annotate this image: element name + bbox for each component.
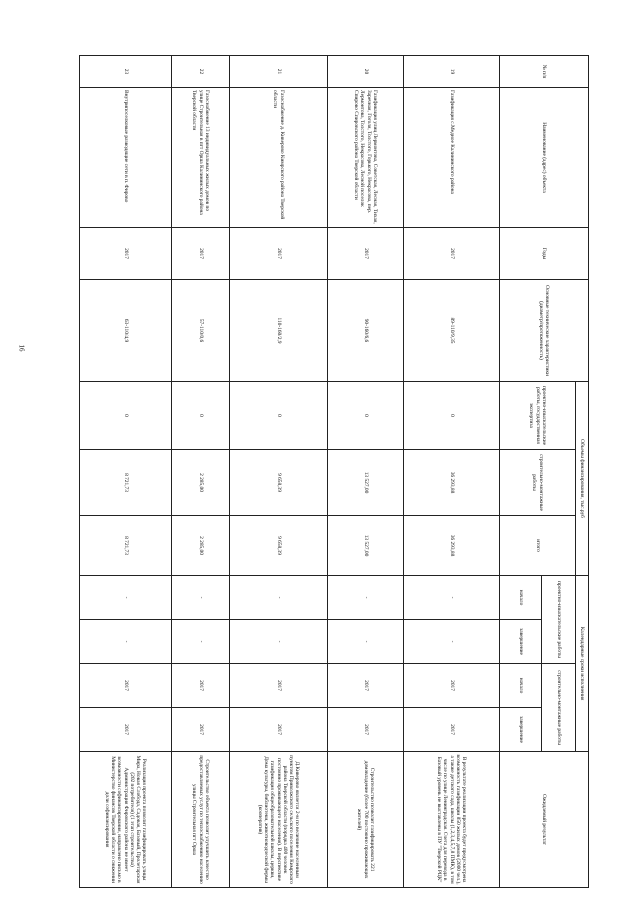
row-design: 0	[172, 382, 230, 450]
row-num: 23	[80, 56, 172, 88]
row-design-start: -	[80, 576, 172, 620]
row-design-end: -	[328, 620, 404, 664]
page-number: 16	[17, 344, 26, 352]
row-total: 2 285,00	[172, 516, 230, 576]
row-construction: 9 658,39	[230, 450, 328, 516]
header-name: Наименование (адрес) объекта	[500, 88, 589, 228]
table-row	[404, 56, 500, 888]
row-constr-start: 2017	[172, 664, 230, 708]
row-design: 0	[80, 382, 172, 450]
row-year: 2017	[172, 228, 230, 280]
row-design-end: -	[404, 620, 500, 664]
header-finance: Объемы финансирования, тыс.руб	[576, 382, 589, 576]
row-total: 36 293,88	[404, 516, 500, 576]
row-constr-start: 2017	[80, 664, 172, 708]
row-design-end: -	[172, 620, 230, 664]
header-design-start: начало	[500, 576, 542, 620]
row-constr-start: 2017	[404, 664, 500, 708]
row-constr-end: 2017	[328, 708, 404, 752]
row-name: Внутрипоселковые разводящие сети в п. Фирово	[80, 88, 172, 228]
row-name: Газификация с.Медное Калининского района	[404, 88, 500, 228]
rotated-table-wrapper	[104, 55, 589, 887]
row-construction: 8 721,73	[80, 450, 172, 516]
header-num: № п/п	[500, 56, 589, 88]
row-constr-end: 2017	[404, 708, 500, 752]
row-result: Строительство объекта позволит улучшить качество предоставляемых услуг по теплоснабжению населению улицы Строительная пгт Орша	[172, 752, 230, 888]
row-year: 2017	[404, 228, 500, 280]
row-design: 0	[328, 382, 404, 450]
row-num: 22	[172, 56, 230, 88]
row-construction: 2 285,00	[172, 450, 230, 516]
table-row	[230, 56, 328, 888]
header-design-group: проектно-изыскательские работы	[542, 576, 576, 664]
header-constr-start: начало	[500, 664, 542, 708]
row-design-start: -	[230, 576, 328, 620]
header-constr-end: завершение	[500, 708, 542, 752]
table-row	[172, 56, 230, 888]
row-name: Газоснабжение 13 индивидуальных жилых домов по улице Строительная в пгт Орша Калининского района Тверской области	[172, 88, 230, 228]
header-tech: Основные технические характеристики (диаметр/протяженность)	[500, 280, 589, 382]
row-constr-end: 2017	[80, 708, 172, 752]
row-tech: 110-160/2,9	[230, 280, 328, 382]
row-tech: 89-110/9,35	[404, 280, 500, 382]
row-constr-start: 2017	[230, 664, 328, 708]
header-terms: Календарные сроки исполнения	[576, 576, 589, 752]
row-total: 13 527,00	[328, 516, 404, 576]
header-constr-group: строительно-монтажные работы	[542, 664, 576, 752]
header-design-end: завершение	[500, 620, 542, 664]
header-total: итого	[500, 516, 576, 576]
header-design-survey: проектно-изыскательские работы, государственная экспертиза	[500, 382, 576, 450]
row-design-end: -	[230, 620, 328, 664]
row-name: Газоснабжение д. Киверово Кимрского района Тверской области	[230, 88, 328, 228]
row-num: 20	[328, 56, 404, 88]
row-name: Газификация улиц Лермонтова, Советская, Лесная, Тихая, Заречная, Гоголя, Толстого, Горького, Некрасова, пер. Лермонтова, Толстого, Некрасова, Лесной поселок Спирово Спировского района Тверской области	[328, 88, 404, 228]
header-years: Годы	[500, 228, 589, 280]
table-row	[80, 56, 172, 888]
row-tech: 57-110/0,6	[172, 280, 230, 382]
row-tech: 90-160/6,6	[328, 280, 404, 382]
row-year: 2017	[328, 228, 404, 280]
row-design-start: -	[404, 576, 500, 620]
row-total: 8 721,73	[80, 516, 172, 576]
row-constr-end: 2017	[230, 708, 328, 752]
row-design: 0	[230, 382, 328, 450]
table-row	[328, 56, 404, 888]
row-design-end: -	[80, 620, 172, 664]
row-construction: 36 293,88	[404, 450, 500, 516]
row-result: В результате реализации проекта будет предусмотрена возможность газификации 850 жилых домов (2000 чел.), а также детского сада, школы (1,2,3,4,5,7,8 ПМК), в том числе по улице Ленинградская. Счета для перевода в Базовый уровень не выставлены в ПУ "Тверской РЦК"	[404, 752, 500, 888]
row-total: 9 658,39	[230, 516, 328, 576]
row-design-start: -	[328, 576, 404, 620]
header-construction: строительно-монтажные работы	[500, 450, 576, 516]
row-num: 21	[230, 56, 328, 88]
row-result: Д.Киверово является 2-м по величине населенным пунктом Приволжского сельского поселения Кимрского района Тверской области (порядка 400 человек постоянно проживающего населения). В перспективе газификация общеобразовательной школы, церкви, Дома культуры, библиотеки, животноводческой фермы (кооператив)	[230, 752, 328, 888]
row-result: Строительство позволит газифицировать 221 домовладение (более 700 постоянно проживающих жителей)	[328, 752, 404, 888]
row-tech: 63-110/4,9	[80, 280, 172, 382]
row-result: Реализация проекта позволит газифицировать улицы Мира, Новая Слобода, Садовая, Базовый, Пролетарская (202 потребителя) (1 этап строительства) Администрация Фировского района не имеет возможности софинансирования, направлено письмо в Министерство финансов Тверской области о снижении доли софинансирования	[80, 752, 172, 888]
row-constr-start: 2017	[328, 664, 404, 708]
objects-table	[79, 55, 589, 888]
header-result: Ожидаемый результат	[500, 752, 589, 888]
row-design-start: -	[172, 576, 230, 620]
row-design: 0	[404, 382, 500, 450]
row-construction: 13 527,00	[328, 450, 404, 516]
row-constr-end: 2017	[172, 708, 230, 752]
row-num: 19	[404, 56, 500, 88]
row-year: 2017	[230, 228, 328, 280]
row-year: 2017	[80, 228, 172, 280]
